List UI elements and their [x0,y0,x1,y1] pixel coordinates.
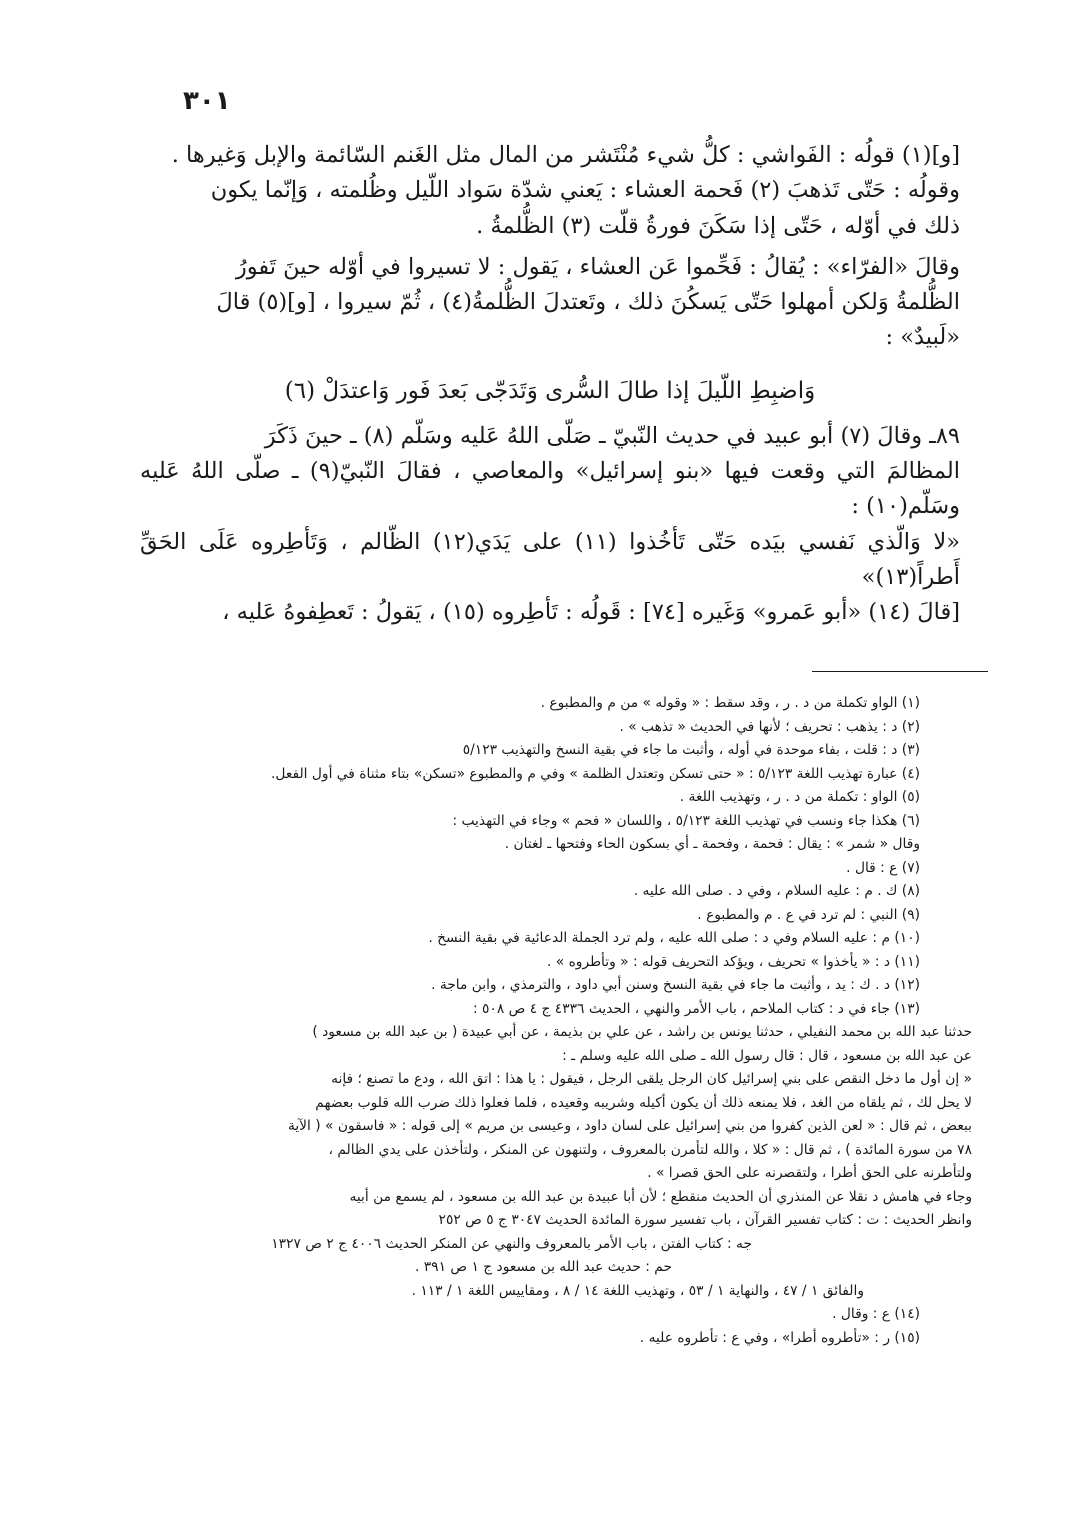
text-line: [قالَ (١٤) «أبو عَمرو» وَغَيره [٧٤] : قَولُه : تَأطِروه (١٥) ، يَقولُ : تَعطِفوهُ عَليه ، [222,599,960,626]
hadith-reference: جه : كتاب الفتن ، باب الأمر بالمعروف والنهي عن المنكر الحديث ٤٠٠٦ ج ٢ ص ١٣٢٧ [271,1235,752,1252]
footnote-continuation: وقال « شمر » : يقال : فحمة ، وفحمة ـ أي بسكون الحاء وفتحها ـ لغتان . [504,836,920,852]
text-line: «لَبيدٌ» : [885,324,960,351]
hadith-reference: حم : حديث عبد الله بن مسعود ج ١ ص ٣٩١ . [414,1259,672,1275]
text-line: [و](١) قولُه : الفَواشي : كلُّ شيء مُنْتَشر من المال مثل الغَنم السّائمة والإبل وَغيرها . [171,142,960,168]
footnote: (٨) ك . م : عليه السلام ، وفي د . صلى الله عليه . [633,883,920,899]
hadith-text: « إن أول ما دخل النقص على بني إسرائيل كان الرجل يلقى الرجل ، فيقول : يا هذا : اتق الله ، ودع ما تصنع ؛ فإنه [331,1071,972,1087]
footnote: (٢) د : يذهب : تحريف ؛ لأنها في الحديث « تذهب » . [619,718,920,735]
footnote: (٥) الواو : تكملة من د . ر ، وتهذيب اللغة . [679,789,920,805]
footnote: (٦) هكذا جاء ونسب في تهذيب اللغة ٥/١٢٣ ، واللسان « فحم » وجاء في التهذيب : [452,812,920,829]
footnote: (١٢) د . ك : يد ، وأثبت ما جاء في بقية النسخ وسنن أبي داود ، والترمذي ، وابن ماجة . [431,977,920,993]
footnote: (٤) عبارة تهذيب اللغة ٥/١٢٣ : « حتى تسكن وتعتدل الظلمة » وفي م والمطبوع «تسكن» بتاء مثناة في أول الفعل. [271,765,920,782]
footnote: (١٥) ر : «تأطروه أطرا» ، وفي ع : تأطروه عليه . [639,1329,920,1346]
footnote: (١٣) جاء في د : كتاب الملاحم ، باب الأمر والنهي ، الحديث ٤٣٣٦ ج ٤ ص ٥٠٨ : [472,1000,920,1017]
poetry-verse: وَاضبِطِ اللّيلَ إذا طالَ السُّرى وَتَدَجّى بَعدَ فَور وَاعتدَلْ (٦) [284,377,816,404]
footnote: (١) الواو تكملة من د . ر ، وقد سقط : « وقوله » من م والمطبوع . [540,695,920,711]
text-line: ٨٩ـ وقالَ (٧) أبو عبيد في حديث النّبيّ ـ صَلّى اللهُ عَليه وسَلّم (٨) ـ حينَ ذَكَرَ [264,422,960,449]
footnote: (٩) النبي : لم ترد في ع . م والمطبوع . [697,906,920,923]
hadith-text: ولتأطرنه على الحق أطرا ، ولتقصرنه على الحق قصرا » . [647,1165,972,1181]
hadith-reference: والفائق ١ / ٤٧ ، والنهاية ١ / ٥٣ ، وتهذيب اللغة ١٤ / ٨ ، ومقاييس اللغة ١ / ١١٣ . [411,1282,864,1299]
hadith-text: عن عبد الله بن مسعود ، قال : قال رسول الله ـ صلى الله عليه وسلم ـ : [562,1047,972,1064]
hadith-text: ببعض ، ثم قال : « لعن الذين كفروا من بني إسرائيل على لسان داود ، وعيسى بن مريم » إلى قوله : « فاسقون » ( الآية [287,1118,972,1134]
footnote: (٣) د : قلت ، بفاء موحدة في أوله ، وأثبت ما جاء في بقية النسخ والتهذيب ٥/١٢٣ [462,742,920,758]
text-line: ذلك في أوّله ، حَتّى إذا سَكَنَ فورةُ قلّت (٣) الظُّلمةُ . [476,212,960,239]
main-text [140,138,960,631]
hadith-note: وجاء في هامش د نقلا عن المنذري أن الحديث منقطع ؛ لأن أبا عبيدة بن عبد الله بن مسعود ، لم يسمع من أبيه [349,1188,972,1205]
text-line: وقالَ «الفرّاء» : يُقالُ : فَحِّموا عَن العشاء ، يَقول : لا تسيروا في أوّله حينَ تَفورُ [235,253,960,280]
text-line: «لا وَالّذي نَفسي بيَده حَتّى تَأخُذوا (١١) على يَدَي(١٢) الظّالم ، وَتَأطِروه عَلَى الحَقِّ أَطراً(١٣)» [140,528,960,590]
text-line: المظالمَ التي وقعت فيها «بنو إسرائيل» والمعاصي ، فقالَ النّبيّ(٩) ـ صلّى اللهُ عَليه وسَلّم(١٠) : [140,458,960,520]
footnote: (١٠) م : عليه السلام وفي د : صلى الله عليه ، ولم ترد الجملة الدعائية في بقية النسخ . [428,930,920,946]
page-number: ٣٠١ [183,86,231,116]
hadith-reference: وانظر الحديث : ت : كتاب تفسير القرآن ، باب تفسير سورة المائدة الحديث ٣٠٤٧ ج ٥ ص ٢٥٢ [438,1212,972,1228]
hadith-text: لا يحل لك ، ثم يلقاه من الغد ، فلا يمنعه ذلك أن يكون أكيله وشريبه وقعيده ، فلما فعلوا ذلك ضرب الله قلوب بعضهم [315,1094,972,1111]
text-line: وقولُه : حَتّى تَذهبَ (٢) فَحمة العشاء : يَعني شدّة سَواد اللّيل وظُلمته ، وَإنّما يكون [210,177,960,204]
text-line: الظُّلمةُ وَلكن أمهلوا حَتّى يَسكُنَ ذلك ، وتَعتدلَ الظُّلمةُ(٤) ، ثُمّ سيروا ، [و](٥) قالَ [216,289,960,316]
footnote-divider [812,671,988,672]
footnote: (١١) د : « يأخذوا » تحريف ، ويؤكد التحريف قوله : « وتأطروه » . [546,953,920,970]
footnote: (٧) ع : قال . [846,859,920,876]
footnote: (١٤) ع : وقال . [832,1306,920,1322]
hadith-text: حدثنا عبد الله بن محمد النفيلي ، حدثنا يونس بن راشد ، عن علي بن بذيمة ، عن أبي عبيدة ( بن عبد الله بن مسعود ) [312,1024,972,1040]
footnotes [140,692,972,1350]
hadith-text: ٧٨ من سورة المائدة ) ، ثم قال : « كلا ، والله لتأمرن بالمعروف ، ولتنهون عن المنكر ، ولتأخذن على يدي الظالم ، [328,1141,972,1158]
